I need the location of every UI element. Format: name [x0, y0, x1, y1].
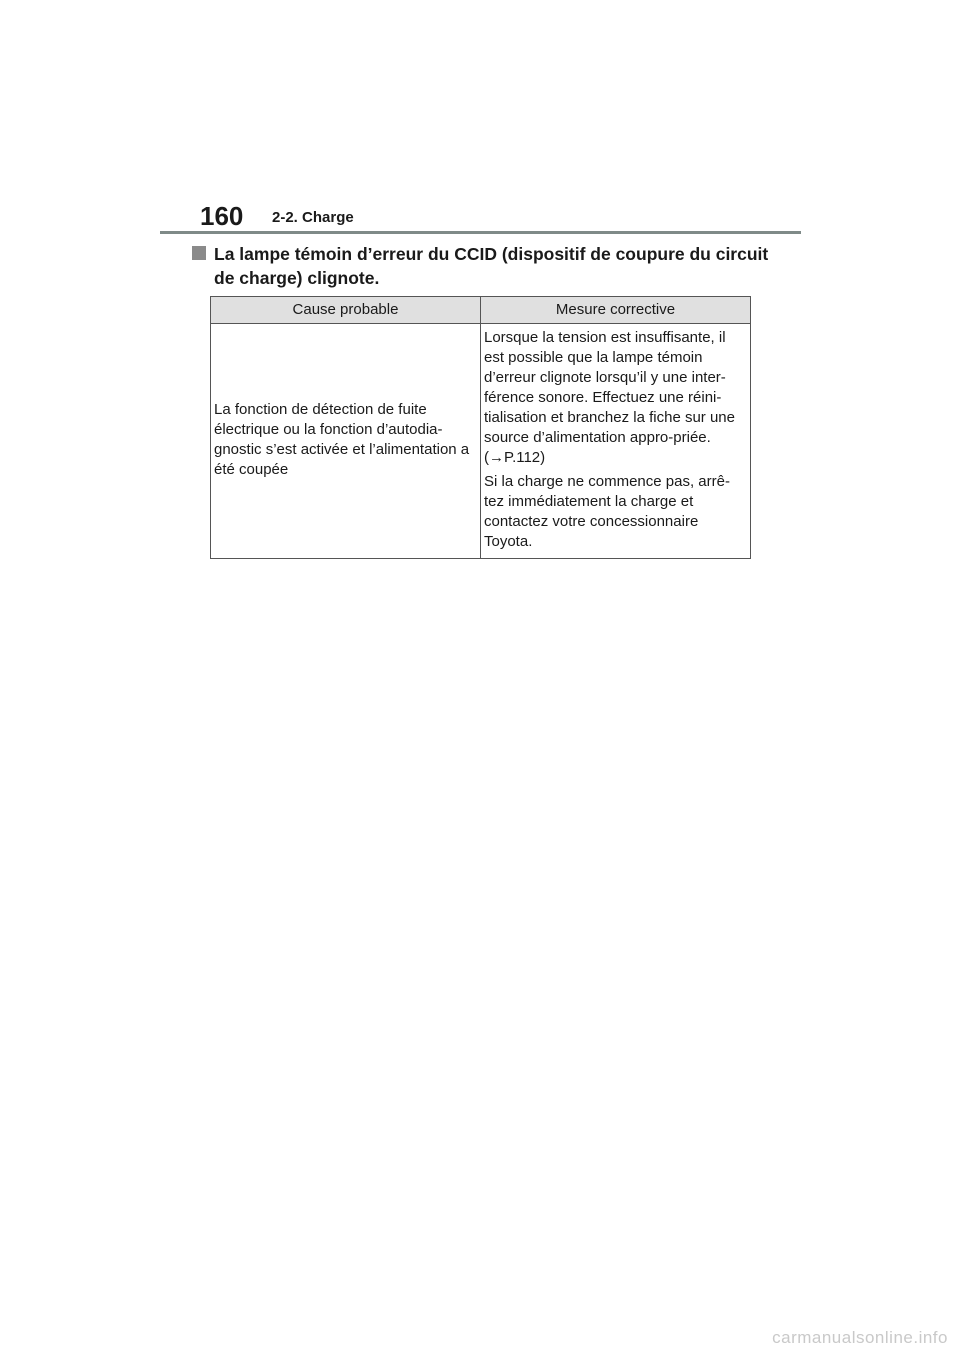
troubleshooting-table — [210, 296, 751, 559]
section-title: 2-2. Charge — [272, 209, 354, 226]
column-header-cause: Cause probable — [211, 297, 481, 324]
heading-text: La lampe témoin d’erreur du CCID (dispositif de coupure du circuit de charge) clignote. — [214, 244, 769, 288]
measure-cell — [481, 324, 751, 559]
measure-paragraph: Lorsque la tension est insuffisante, il est possible que la lampe témoin d’erreur clignote lorsqu’il y une inter-férence sonore. Effectuez une réini-tialisation et branchez la fiche sur une source d’alimentation appro-priée. (→P.112) — [484, 329, 735, 466]
table-header-row — [211, 297, 751, 324]
page-number: 160 — [200, 201, 244, 231]
section-heading — [192, 242, 772, 290]
square-bullet-icon — [192, 246, 206, 260]
cause-cell: La fonction de détection de fuite électrique ou la fonction d’autodia-gnostic s’est activée et l’alimentation a été coupée — [211, 324, 481, 559]
watermark: carmanualsonline.info — [772, 1328, 948, 1347]
table-row — [211, 324, 751, 559]
measure-paragraph: Si la charge ne commence pas, arrê-tez immédiatement la charge et contactez votre concessionnaire Toyota. — [484, 473, 730, 550]
column-header-measure: Mesure corrective — [481, 297, 751, 324]
header-rule — [160, 231, 801, 234]
